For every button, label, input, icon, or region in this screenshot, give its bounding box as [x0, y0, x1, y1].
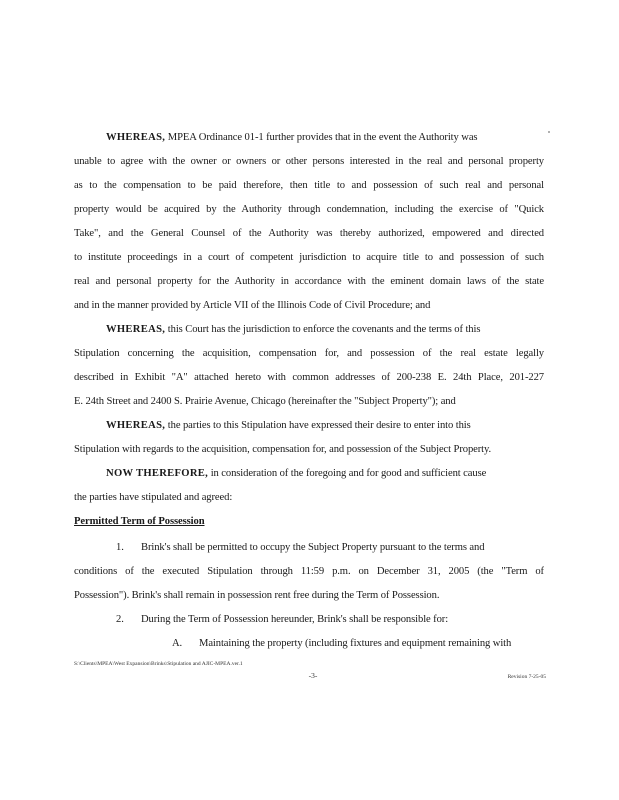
footer-revision: Revision 7-25-05	[507, 674, 546, 680]
paragraph-1-line-5: Take", and the General Counsel of the Authority was thereby authorized, empowered and directed	[74, 228, 544, 239]
paragraph-1-line-7: real and personal property for the Authority in accordance with the eminent domain laws of the state	[74, 276, 544, 287]
item-1-line-2: conditions of the executed Stipulation through 11:59 p.m. on December 31, 2005 (the "Term of	[74, 566, 544, 577]
item-2-line: 2. During the Term of Possession hereunder, Brink's shall be responsible for:	[116, 614, 449, 625]
item-a-line: A. Maintaining the property (including fixtures and equipment remaining with	[172, 638, 512, 649]
footer-page-number: -3-	[308, 671, 318, 680]
paragraph-1-line-1: WHEREAS, MPEA Ordinance 01-1 further provides that in the event the Authority was	[106, 132, 478, 143]
paragraph-3-line-1: WHEREAS, the parties to this Stipulation have expressed their desire to enter into this	[106, 420, 471, 431]
section-heading: Permitted Term of Possession	[74, 516, 205, 527]
footer-file-path: S:\Clients\MPEA\West Expansion\Brinks\Stipulation and AJIC-MPEA.ver.1	[74, 661, 243, 667]
item-1-number: 1.	[116, 542, 124, 553]
paragraph-1-line-3: as to the compensation to be paid therefore, then title to and possession of such real and personal	[74, 180, 544, 191]
paragraph-2-line-1: WHEREAS, this Court has the jurisdiction to enforce the covenants and the terms of this	[106, 324, 481, 335]
whereas-lead-3: WHEREAS,	[106, 420, 166, 431]
paragraph-3-line-2: Stipulation with regards to the acquisition, compensation for, and possession of the Subject Property.	[74, 444, 492, 455]
paragraph-1-line-8: and in the manner provided by Article VII of the Illinois Code of Civil Procedure; and	[74, 300, 431, 311]
paragraph-4-line-2: the parties have stipulated and agreed:	[74, 492, 233, 503]
item-1-line-3: Possession"). Brink's shall remain in possession rent free during the Term of Possession.	[74, 590, 440, 601]
paragraph-1-line-6: to institute proceedings in a court of competent jurisdiction to acquire title to and possession of such	[74, 252, 544, 263]
paragraph-2-line-3: described in Exhibit "A" attached hereto with common addresses of 200-238 E. 24th Place, 201-227	[74, 372, 544, 383]
item-a-letter: A.	[172, 638, 183, 649]
whereas-lead-2: WHEREAS,	[106, 324, 166, 335]
item-2-number: 2.	[116, 614, 124, 625]
item-1-line-1: 1. Brink's shall be permitted to occupy the Subject Property pursuant to the terms and	[116, 542, 485, 553]
paragraph-2-line-4: E. 24th Street and 2400 S. Prairie Avenue, Chicago (hereinafter the "Subject Property"); and	[74, 396, 456, 407]
paragraph-2-line-2: Stipulation concerning the acquisition, compensation for, and possession of the real estate legally	[74, 348, 544, 359]
whereas-lead-1: WHEREAS,	[106, 132, 166, 143]
scan-speck	[548, 131, 550, 133]
paragraph-1-line-4: property would be acquired by the Authority through condemnation, including the exercise of "Quick	[74, 204, 544, 215]
now-therefore-lead: NOW THEREFORE,	[106, 468, 209, 479]
paragraph-1-line-2: unable to agree with the owner or owners or other persons interested in the real and personal property	[74, 156, 544, 167]
paragraph-4-line-1: NOW THEREFORE, in consideration of the foregoing and for good and sufficient cause	[106, 468, 487, 479]
